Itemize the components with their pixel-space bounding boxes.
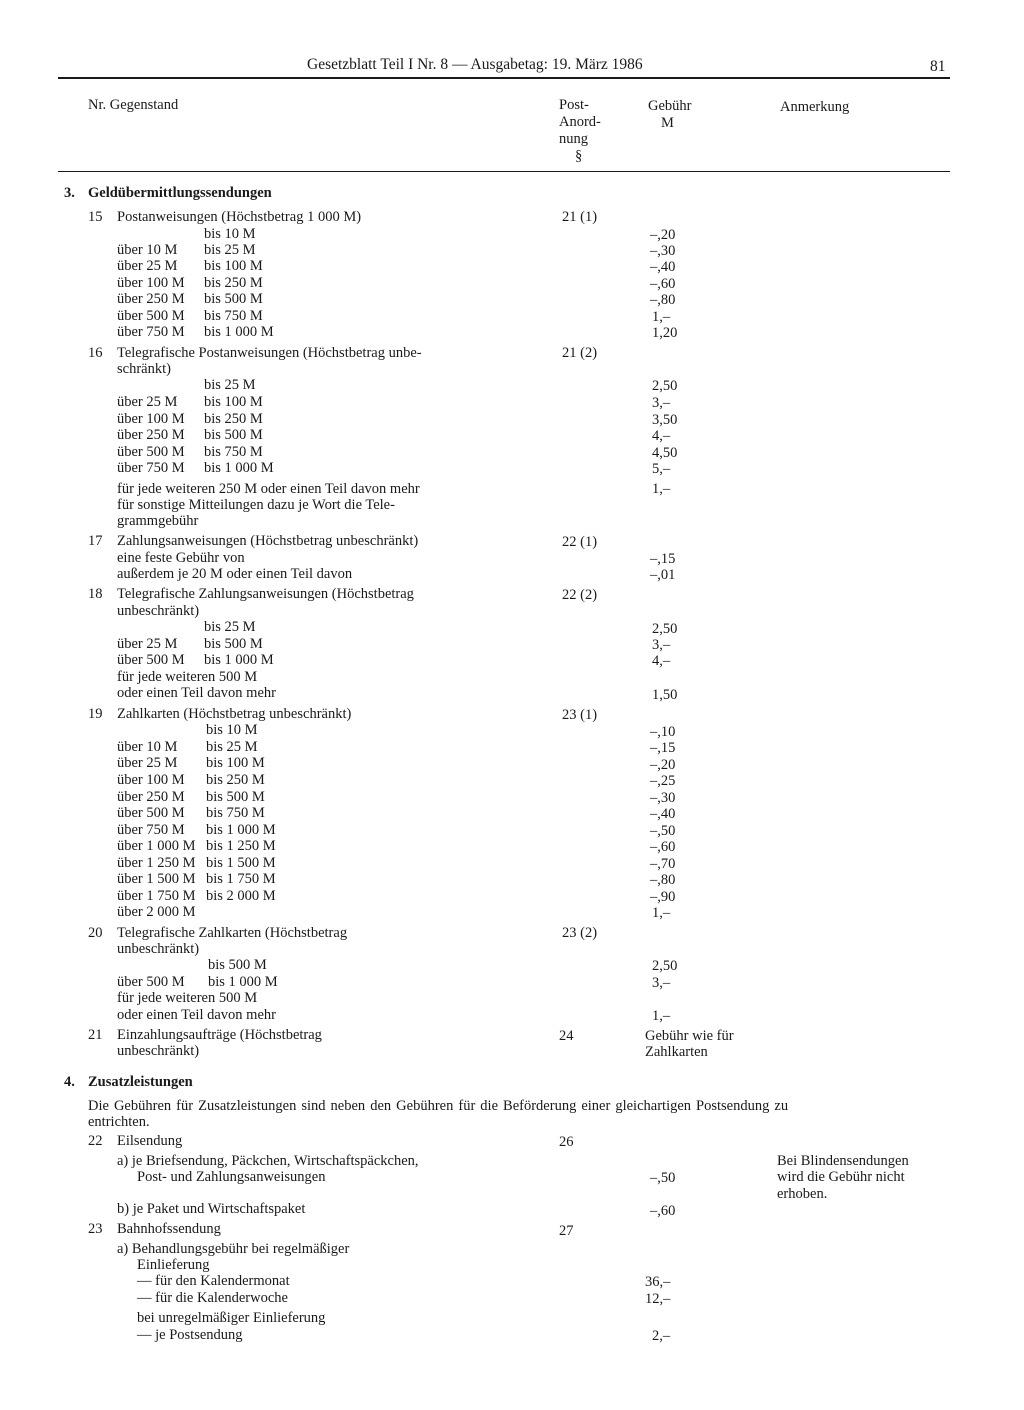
item-number: 16 xyxy=(88,345,103,361)
fee-value: –,80 xyxy=(650,872,676,888)
range-from: über 250 M xyxy=(117,789,185,805)
fee-value: 12,– xyxy=(645,1291,671,1307)
range-from: über 750 M xyxy=(117,822,185,838)
item-reference: 27 xyxy=(559,1223,574,1239)
column-header-post-anordnung-3: nung xyxy=(559,131,588,147)
item-title: Bahnhofssendung xyxy=(117,1221,221,1237)
item-reference: 26 xyxy=(559,1134,574,1150)
extra-text: für jede weiteren 500 M xyxy=(117,669,258,685)
fee-value: 1,20 xyxy=(652,325,678,341)
range-from: über 25 M xyxy=(117,755,178,771)
range-from: über 1 750 M xyxy=(117,888,196,904)
fee-value: –,10 xyxy=(650,724,676,740)
range-to: bis 750 M xyxy=(204,308,263,324)
column-header-post-anordnung-1: Post- xyxy=(559,97,589,113)
fee-value: –,01 xyxy=(650,567,676,583)
range-to: bis 1 000 M xyxy=(208,974,278,990)
line-text: — je Postsendung xyxy=(137,1327,243,1343)
column-header-post-anordnung-4: § xyxy=(575,148,583,164)
line-text: Post- und Zahlungsanweisungen xyxy=(137,1169,326,1185)
line-text: bei unregelmäßiger Einlieferung xyxy=(137,1310,326,1326)
range-from: über 1 500 M xyxy=(117,871,196,887)
range-from: über 1 000 M xyxy=(117,838,196,854)
extra-text: für jede weiteren 500 M xyxy=(117,990,258,1006)
column-header-post-anordnung-2: Anord- xyxy=(559,114,601,130)
range-to: bis 1 500 M xyxy=(206,855,276,871)
fee-value: –,60 xyxy=(650,1203,676,1219)
fee-value: 2,50 xyxy=(652,958,678,974)
column-header-nr-gegenstand: Nr. Gegenstand xyxy=(88,97,179,113)
range-to: bis 100 M xyxy=(206,755,265,771)
fee-value: –,30 xyxy=(650,243,676,259)
item-reference: 22 (1) xyxy=(562,534,598,550)
fee-value: 1,– xyxy=(652,309,671,325)
section-number: 4. xyxy=(64,1074,75,1090)
header-rule xyxy=(58,77,950,79)
line-text: — für den Kalendermonat xyxy=(137,1273,290,1289)
line-text: a) Behandlungsgebühr bei regelmäßiger xyxy=(117,1241,350,1257)
line-text: Einlieferung xyxy=(137,1257,210,1273)
extra-text: oder einen Teil davon mehr xyxy=(117,685,276,701)
line-text: — für die Kalenderwoche xyxy=(137,1290,288,1306)
range-to: bis 500 M xyxy=(206,789,265,805)
page-header-title: Gesetzblatt Teil I Nr. 8 — Ausgabetag: 19. März 1986 xyxy=(307,56,643,73)
section-title: Zusatzleistungen xyxy=(88,1074,193,1090)
item-title: Eilsendung xyxy=(117,1133,183,1149)
item-title: Einzahlungsaufträge (Höchstbetrag xyxy=(117,1027,322,1043)
extra-text: für jede weiteren 250 M oder einen Teil davon mehr xyxy=(117,481,420,497)
range-to: bis 10 M xyxy=(206,722,258,738)
fee-value: –,30 xyxy=(650,790,676,806)
range-from: über 500 M xyxy=(117,308,185,324)
fee-value: 2,50 xyxy=(652,621,678,637)
fee-value: –,50 xyxy=(650,1170,676,1186)
item-number: 15 xyxy=(88,209,103,225)
fee-value: 36,– xyxy=(645,1274,671,1290)
fee-value: –,20 xyxy=(650,227,676,243)
range-to: bis 250 M xyxy=(206,772,265,788)
item-number: 18 xyxy=(88,586,103,602)
item-number: 23 xyxy=(88,1221,103,1237)
extra-text: grammgebühr xyxy=(117,513,199,529)
range-from: über 500 M xyxy=(117,652,185,668)
fee-value: 3,50 xyxy=(652,412,678,428)
item-reference: 22 (2) xyxy=(562,587,598,603)
range-from: über 100 M xyxy=(117,772,185,788)
intro-text: entrichten. xyxy=(88,1114,150,1130)
range-to: bis 500 M xyxy=(204,291,263,307)
fee-value: 2,50 xyxy=(652,378,678,394)
range-from: über 2 000 M xyxy=(117,904,196,920)
range-to: bis 1 000 M xyxy=(204,460,274,476)
range-to: bis 1 750 M xyxy=(206,871,276,887)
range-from: über 250 M xyxy=(117,427,185,443)
range-to: bis 500 M xyxy=(208,957,267,973)
item-title: Telegrafische Zahlkarten (Höchstbetrag xyxy=(117,925,348,941)
range-from: über 25 M xyxy=(117,636,178,652)
fee-text: Zahlkarten xyxy=(645,1044,708,1060)
note-text: wird die Gebühr nicht xyxy=(777,1169,905,1185)
item-title: Zahlungsanweisungen (Höchstbetrag unbeschränkt) xyxy=(117,533,419,549)
range-to: bis 750 M xyxy=(204,444,263,460)
item-reference: 21 (2) xyxy=(562,345,598,361)
range-from: über 10 M xyxy=(117,739,178,755)
range-to: bis 10 M xyxy=(204,226,256,242)
item-reference: 23 (2) xyxy=(562,925,598,941)
range-from: über 750 M xyxy=(117,460,185,476)
fee-value: 4,– xyxy=(652,428,671,444)
range-to: bis 250 M xyxy=(204,411,263,427)
item-title: Telegrafische Postanweisungen (Höchstbetrag unbe- xyxy=(117,345,422,361)
item-title: unbeschränkt) xyxy=(117,941,200,957)
fee-value: –,90 xyxy=(650,889,676,905)
item-title: Postanweisungen (Höchstbetrag 1 000 M) xyxy=(117,209,362,225)
item-title: Telegrafische Zahlungsanweisungen (Höchstbetrag xyxy=(117,586,414,602)
line-text: b) je Paket und Wirtschaftspaket xyxy=(117,1201,306,1217)
range-to: bis 1 000 M xyxy=(204,324,274,340)
fee-value: 4,– xyxy=(652,653,671,669)
range-from: über 25 M xyxy=(117,258,178,274)
range-to: bis 1 250 M xyxy=(206,838,276,854)
fee-value: 1,– xyxy=(652,481,671,497)
range-to: bis 25 M xyxy=(204,242,256,258)
line-text: a) je Briefsendung, Päckchen, Wirtschaftspäckchen, xyxy=(117,1153,419,1169)
item-reference: 24 xyxy=(559,1028,574,1044)
range-from: über 500 M xyxy=(117,974,185,990)
range-from: über 500 M xyxy=(117,444,185,460)
item-reference: 23 (1) xyxy=(562,707,598,723)
item-title: Zahlkarten (Höchstbetrag unbeschränkt) xyxy=(117,706,352,722)
fee-value: 3,– xyxy=(652,395,671,411)
fee-value: –,15 xyxy=(650,740,676,756)
fee-value: –,25 xyxy=(650,773,676,789)
intro-text: Die Gebühren für Zusatzleistungen sind neben den Gebühren für die Beförderung einer gleichartigen Postsendung zu xyxy=(88,1098,789,1114)
fee-value: –,50 xyxy=(650,823,676,839)
fee-value: –,40 xyxy=(650,259,676,275)
item-title: unbeschränkt) xyxy=(117,1043,200,1059)
range-to: bis 25 M xyxy=(206,739,258,755)
range-to: bis 500 M xyxy=(204,427,263,443)
item-title: unbeschränkt) xyxy=(117,603,200,619)
fee-value: 5,– xyxy=(652,461,671,477)
fee-value: 1,– xyxy=(652,905,671,921)
fee-value: –,60 xyxy=(650,839,676,855)
extra-text: oder einen Teil davon mehr xyxy=(117,1007,276,1023)
fee-value: 1,50 xyxy=(652,687,678,703)
extra-text: für sonstige Mitteilungen dazu je Wort die Tele- xyxy=(117,497,395,513)
range-to: bis 100 M xyxy=(204,394,263,410)
range-to: bis 1 000 M xyxy=(204,652,274,668)
fee-value: –,80 xyxy=(650,292,676,308)
column-header-anmerkung: Anmerkung xyxy=(780,99,850,115)
item-number: 21 xyxy=(88,1027,103,1043)
item-number: 17 xyxy=(88,533,103,549)
fee-value: 3,– xyxy=(652,637,671,653)
range-from: über 1 250 M xyxy=(117,855,196,871)
section-title: Geldübermittlungssendungen xyxy=(88,185,272,201)
range-to: bis 25 M xyxy=(204,619,256,635)
fee-value: –,15 xyxy=(650,551,676,567)
range-to: bis 500 M xyxy=(204,636,263,652)
column-header-gebuehr-unit: M xyxy=(661,115,674,131)
fee-value: 4,50 xyxy=(652,445,678,461)
fee-value: –,40 xyxy=(650,806,676,822)
item-number: 19 xyxy=(88,706,103,722)
range-to: bis 1 000 M xyxy=(206,822,276,838)
fee-value: –,20 xyxy=(650,757,676,773)
page-number: 81 xyxy=(930,58,946,75)
fee-value: 2,– xyxy=(652,1328,671,1344)
note-text: Bei Blindensendungen xyxy=(777,1153,909,1169)
note-text: erhoben. xyxy=(777,1186,828,1202)
column-header-gebuehr: Gebühr xyxy=(648,98,692,114)
range-from: über 750 M xyxy=(117,324,185,340)
fee-value: 1,– xyxy=(652,1008,671,1024)
range-to: bis 100 M xyxy=(204,258,263,274)
range-from: über 250 M xyxy=(117,291,185,307)
range-to: bis 250 M xyxy=(204,275,263,291)
fee-value: –,70 xyxy=(650,856,676,872)
range-to: bis 2 000 M xyxy=(206,888,276,904)
item-title: schränkt) xyxy=(117,361,171,377)
range-from: über 10 M xyxy=(117,242,178,258)
range-from: über 25 M xyxy=(117,394,178,410)
range-from: über 100 M xyxy=(117,411,185,427)
range-to: bis 750 M xyxy=(206,805,265,821)
fee-value: –,60 xyxy=(650,276,676,292)
range-from: über 500 M xyxy=(117,805,185,821)
item-number: 20 xyxy=(88,925,103,941)
item-reference: 21 (1) xyxy=(562,209,598,225)
section-number: 3. xyxy=(64,185,75,201)
column-header-rule xyxy=(58,171,950,172)
line-text: außerdem je 20 M oder einen Teil davon xyxy=(117,566,353,582)
fee-value: 3,– xyxy=(652,975,671,991)
item-number: 22 xyxy=(88,1133,103,1149)
range-to: bis 25 M xyxy=(204,377,256,393)
line-text: eine feste Gebühr von xyxy=(117,550,245,566)
fee-text: Gebühr wie für xyxy=(645,1028,734,1044)
range-from: über 100 M xyxy=(117,275,185,291)
